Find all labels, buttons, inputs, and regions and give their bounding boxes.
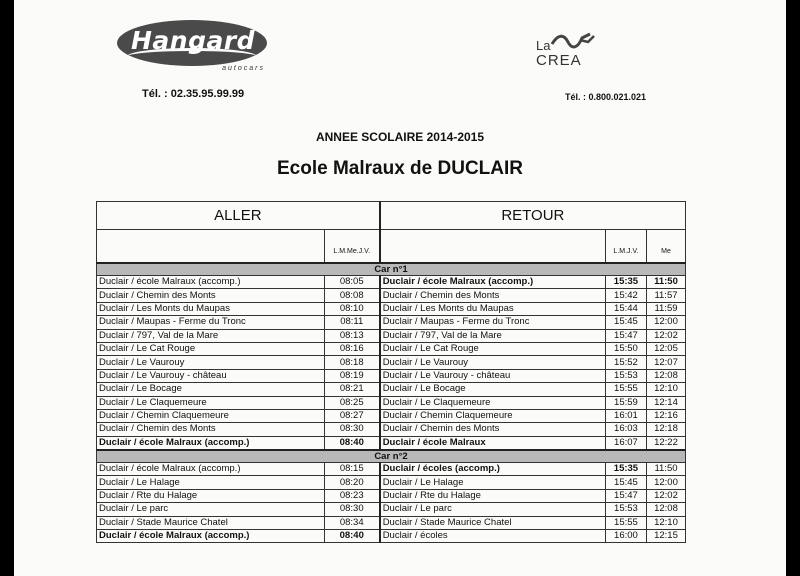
aller-stop-cell: Duclair / Le Bocage (97, 383, 325, 396)
retour-lmjv-cell: 15:47 (605, 329, 646, 342)
retour-stop-cell: Duclair / Le parc (380, 503, 606, 516)
car-section-header (97, 450, 686, 463)
aller-time-cell: 08:34 (324, 516, 379, 529)
crea-logo-la: La (536, 38, 551, 53)
retour-lmjv-cell: 15:53 (605, 503, 646, 516)
retour-lmjv-cell: 15:52 (605, 356, 646, 369)
retour-lmjv-cell: 15:45 (605, 316, 646, 329)
retour-stop-cell: Duclair / Stade Maurice Chatel (380, 516, 606, 529)
aller-stop-cell: Duclair / Rte du Halage (97, 489, 325, 502)
aller-stop-cell: Duclair / Le Claquemeure (97, 396, 325, 409)
aller-time-cell: 08:27 (324, 409, 379, 422)
car-label: Car n°1 (97, 263, 686, 276)
aller-time-cell: 08:25 (324, 396, 379, 409)
table-row (97, 530, 686, 543)
table-row (97, 316, 686, 329)
aller-time-cell: 08:18 (324, 356, 379, 369)
retour-lmjv-cell: 16:00 (605, 530, 646, 543)
retour-me-cell: 12:02 (646, 329, 685, 342)
car-label: Car n°2 (97, 450, 686, 463)
aller-stop-cell: Duclair / école Malraux (accomp.) (97, 463, 325, 476)
retour-stop-cell: Duclair / école Malraux (380, 436, 606, 450)
aller-stop-cell: Duclair / école Malraux (accomp.) (97, 436, 325, 450)
table-row (97, 423, 686, 436)
timetable (96, 201, 686, 543)
retour-lmjv-cell: 15:59 (605, 396, 646, 409)
retour-lmjv-cell: 15:44 (605, 302, 646, 315)
page-title: Ecole Malraux de DUCLAIR (277, 158, 523, 179)
aller-time-cell: 08:21 (324, 383, 379, 396)
retour-me-cell: 12:08 (646, 503, 685, 516)
retour-stop-cell: Duclair / 797, Val de la Mare (380, 329, 606, 342)
table-row (97, 396, 686, 409)
aller-stop-cell: Duclair / Le Vaurouy - château (97, 369, 325, 382)
table-row (97, 516, 686, 529)
retour-stop-cell: Duclair / Chemin Claquemeure (380, 409, 606, 422)
aller-time-cell: 08:11 (324, 316, 379, 329)
retour-me-cell: 12:10 (646, 516, 685, 529)
hangard-phone: Tél. : 02.35.95.99.99 (142, 88, 245, 100)
aller-header: ALLER (97, 202, 380, 230)
retour-me-header: Me (646, 230, 685, 264)
table-row (97, 383, 686, 396)
retour-me-cell: 11:57 (646, 289, 685, 302)
aller-stop-cell: Duclair / Maupas - Ferme du Tronc (97, 316, 325, 329)
aller-time-cell: 08:10 (324, 302, 379, 315)
crea-logo-crea: CREA (536, 52, 582, 69)
aller-stop-cell: Duclair / école Malraux (accomp.) (97, 276, 325, 289)
retour-me-cell: 12:18 (646, 423, 685, 436)
retour-me-cell: 12:00 (646, 316, 685, 329)
retour-stop-cell: Duclair / écoles (380, 530, 606, 543)
retour-me-cell: 12:22 (646, 436, 685, 450)
retour-days-header: L.M.J.V. (605, 230, 646, 264)
crea-wave-icon (550, 30, 598, 50)
aller-time-cell: 08:40 (324, 436, 379, 450)
retour-lmjv-cell: 15:50 (605, 342, 646, 355)
aller-stop-cell: Duclair / Chemin des Monts (97, 423, 325, 436)
table-row (97, 276, 686, 289)
table-row (97, 329, 686, 342)
retour-me-cell: 12:14 (646, 396, 685, 409)
aller-stop-cell: Duclair / Le Cat Rouge (97, 342, 325, 355)
retour-stop-cell: Duclair / Chemin des Monts (380, 289, 606, 302)
aller-time-cell: 08:15 (324, 463, 379, 476)
retour-me-cell: 12:16 (646, 409, 685, 422)
retour-me-cell: 11:59 (646, 302, 685, 315)
retour-lmjv-cell: 15:53 (605, 369, 646, 382)
retour-me-cell: 11:50 (646, 276, 685, 289)
retour-lmjv-cell: 16:01 (605, 409, 646, 422)
aller-time-cell: 08:13 (324, 329, 379, 342)
aller-stop-cell: Duclair / Le parc (97, 503, 325, 516)
retour-me-cell: 12:07 (646, 356, 685, 369)
car-section-header (97, 263, 686, 276)
retour-lmjv-cell: 15:42 (605, 289, 646, 302)
aller-stop-header (97, 230, 325, 264)
aller-stop-cell: Duclair / école Malraux (accomp.) (97, 530, 325, 543)
retour-stop-cell: Duclair / Les Monts du Maupas (380, 302, 606, 315)
retour-stop-cell: Duclair / Le Cat Rouge (380, 342, 606, 355)
aller-stop-cell: Duclair / 797, Val de la Mare (97, 329, 325, 342)
retour-lmjv-cell: 15:55 (605, 516, 646, 529)
retour-lmjv-cell: 15:47 (605, 489, 646, 502)
aller-stop-cell: Duclair / Chemin des Monts (97, 289, 325, 302)
retour-stop-cell: Duclair / Le Claquemeure (380, 396, 606, 409)
table-row (97, 463, 686, 476)
table-row (97, 289, 686, 302)
aller-stop-cell: Duclair / Le Vaurouy (97, 356, 325, 369)
retour-stop-cell: Duclair / Rte du Halage (380, 489, 606, 502)
retour-stop-cell: Duclair / Le Vaurouy (380, 356, 606, 369)
retour-stop-cell: Duclair / Le Bocage (380, 383, 606, 396)
retour-me-cell: 12:05 (646, 342, 685, 355)
table-row (97, 489, 686, 502)
retour-lmjv-cell: 16:03 (605, 423, 646, 436)
aller-stop-cell: Duclair / Le Halage (97, 476, 325, 489)
hangard-logo-name: Hangard (131, 26, 256, 55)
aller-time-cell: 08:30 (324, 423, 379, 436)
retour-me-cell: 12:10 (646, 383, 685, 396)
hangard-logo (117, 18, 269, 74)
retour-lmjv-cell: 16:07 (605, 436, 646, 450)
crea-phone: Tél. : 0.800.021.021 (565, 92, 647, 102)
table-row (97, 503, 686, 516)
retour-stop-cell: Duclair / écoles (accomp.) (380, 463, 606, 476)
table-row (97, 356, 686, 369)
aller-stop-cell: Duclair / Chemin Claquemeure (97, 409, 325, 422)
hangard-logo-sub: autocars (222, 65, 265, 72)
table-row (97, 302, 686, 315)
table-row (97, 476, 686, 489)
table-row (97, 409, 686, 422)
retour-lmjv-cell: 15:35 (605, 463, 646, 476)
school-year: ANNEE SCOLAIRE 2014-2015 (315, 130, 485, 144)
table-row (97, 436, 686, 450)
retour-me-cell: 12:08 (646, 369, 685, 382)
aller-time-cell: 08:19 (324, 369, 379, 382)
retour-stop-cell: Duclair / Le Halage (380, 476, 606, 489)
aller-time-cell: 08:16 (324, 342, 379, 355)
aller-stop-cell: Duclair / Stade Maurice Chatel (97, 516, 325, 529)
retour-me-cell: 12:02 (646, 489, 685, 502)
retour-lmjv-cell: 15:55 (605, 383, 646, 396)
retour-me-cell: 11:50 (646, 463, 685, 476)
aller-time-cell: 08:08 (324, 289, 379, 302)
aller-days-header: L.M.Me.J.V. (324, 230, 379, 264)
retour-stop-cell: Duclair / Maupas - Ferme du Tronc (380, 316, 606, 329)
retour-me-cell: 12:15 (646, 530, 685, 543)
retour-stop-cell: Duclair / Chemin des Monts (380, 423, 606, 436)
crea-logo (536, 30, 600, 74)
retour-header: RETOUR (380, 202, 686, 230)
retour-me-cell: 12:00 (646, 476, 685, 489)
retour-stop-header (380, 230, 606, 264)
retour-lmjv-cell: 15:35 (605, 276, 646, 289)
table-row (97, 342, 686, 355)
aller-time-cell: 08:40 (324, 530, 379, 543)
aller-stop-cell: Duclair / Les Monts du Maupas (97, 302, 325, 315)
table-row (97, 369, 686, 382)
aller-time-cell: 08:05 (324, 276, 379, 289)
retour-stop-cell: Duclair / Le Vaurouy - château (380, 369, 606, 382)
retour-lmjv-cell: 15:45 (605, 476, 646, 489)
aller-time-cell: 08:20 (324, 476, 379, 489)
aller-time-cell: 08:23 (324, 489, 379, 502)
aller-time-cell: 08:30 (324, 503, 379, 516)
retour-stop-cell: Duclair / école Malraux (accomp.) (380, 276, 606, 289)
